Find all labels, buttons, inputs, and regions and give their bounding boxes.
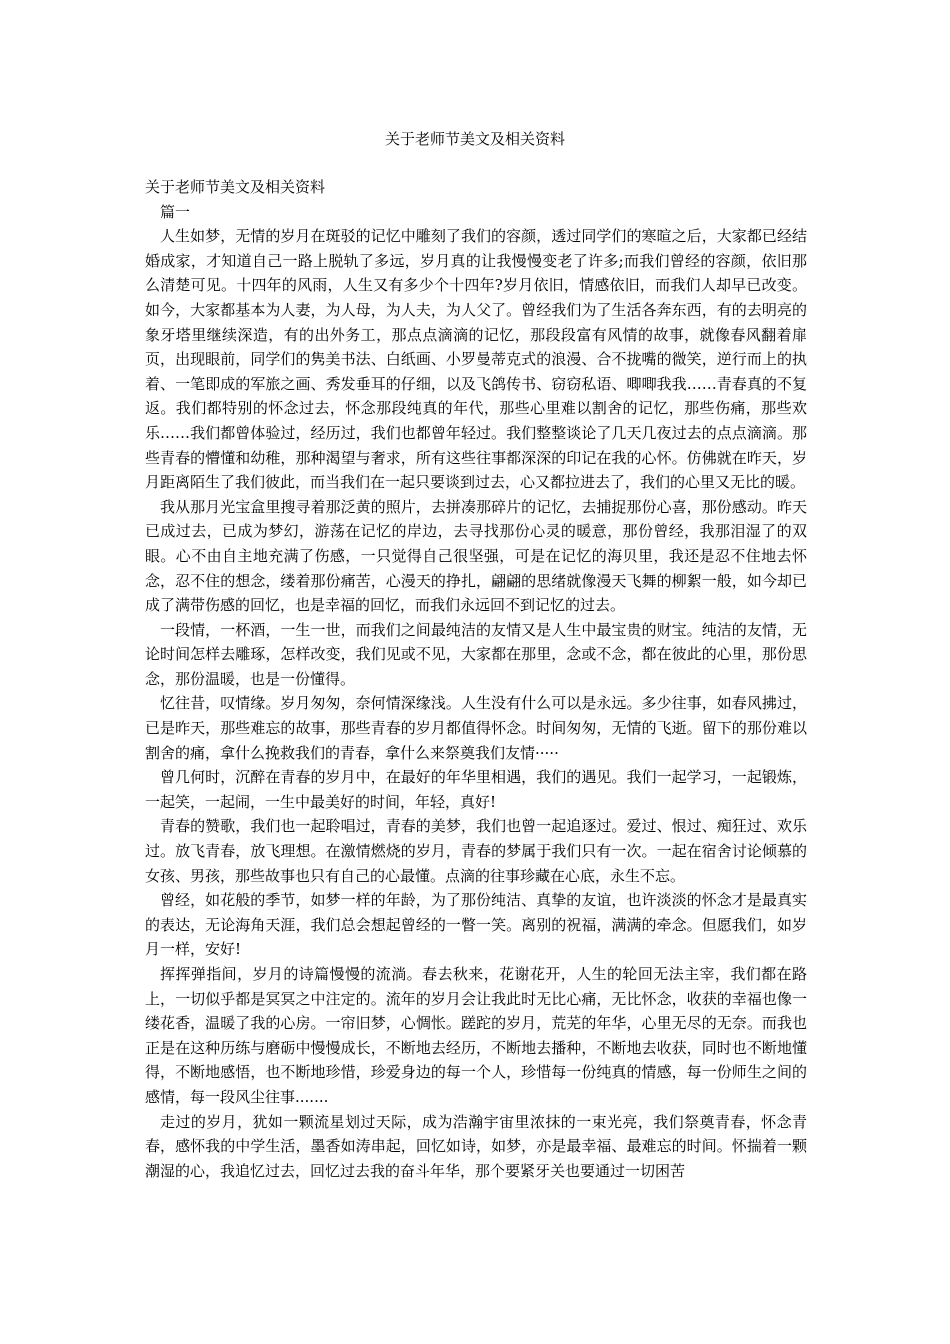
paragraph: 一段情，一杯酒，一生一世，而我们之间最纯洁的友情又是人生中最宝贵的财宝。纯洁的友情，无论时间怎样去雕琢，怎样改变，我们见或不见，大家都在那里，念或不念，都在彼此的心里，那份思念，那份温暖，也是一份懂得。 (145, 620, 807, 688)
document-title: 关于老师节美文及相关资料 (384, 130, 565, 148)
paragraph: 我从那月光宝盒里搜寻着那泛黄的照片，去拼凑那碎片的记忆，去捕捉那份心喜，那份感动。昨天已成过去，已成为梦幻，游荡在记忆的岸边，去寻找那份心灵的暖意，那份曾经，我那泪湿了的双眼。心不由自主地充满了伤感，一只觉得自己很坚强，可是在记忆的海贝里，我还是忍不住地去怀念，忍不住的想念，缕着那份痛苦，心漫天的挣扎，翩翩的思绪就像漫天飞舞的柳絮一般，如今却已成了满带伤感的回忆，也是幸福的回忆，而我们永远回不到记忆的过去。 (145, 497, 807, 615)
document-subtitle: 关于老师节美文及相关资料 (145, 178, 326, 196)
paragraph: 人生如梦，无情的岁月在斑驳的记忆中雕刻了我们的容颜，透过同学们的寒暄之后，大家都已经结婚成家，才知道自己一路上脱轨了多远，岁月真的让我慢慢变老了许多;而我们曾经的容颜，依旧那么清楚可见。十四年的风雨，人生又有多少个十四年?岁月依旧，情感依旧，而我们人却早已改变。如今，大家都基本为人妻，为人母，为人夫，为人父了。曾经我们为了生活各奔东西，有的去明亮的象牙塔里继续深造，有的出外务工，那点点滴滴的记忆，那段段富有风情的故事，就像春风翻着扉页，出现眼前，同学们的隽美书法、白纸画、小罗曼蒂克式的浪漫、合不拢嘴的微笑，逆行而上的执着、一笔即成的军旅之画、秀发垂耳的仔细，以及飞鸽传书、窃窃私语、唧唧我我……青春真的不复返。我们都特别的怀念过去，怀念那段纯真的年代，那些心里难以割舍的记忆，那些伤痛，那些欢乐……我们都曾体验过，经历过，我们也都曾年轻过。我们整整谈论了几天几夜过去的点点滴滴。那些青春的懵懂和幼稚，那种渴望与奢求，所有这些往事都深深的印记在我的心怀。仿佛就在昨天，岁月距离陌生了我们彼此，而当我们在一起只要谈到过去，心又都拉进去了，我们的心里又无比的暖。 (145, 227, 807, 492)
paragraph: 挥挥弹指间，岁月的诗篇慢慢的流淌。春去秋来，花谢花开，人生的轮回无法主宰，我们都在路上，一切似乎都是冥冥之中注定的。流年的岁月会让我此时无比心痛，无比怀念，收获的幸福也像一缕花香，温暖了我的心房。一帘旧梦，心惆怅。蹉跎的岁月，荒芜的年华，心里无尽的无奈。而我也正是在这种历练与磨砺中慢慢成长，不断地去经历，不断地去播种，不断地去收获，同时也不断地懂得，不断地感悟，也不断地珍惜，珍爱身边的每一个人，珍惜每一份纯真的情感，每一份师生之间的感情，每一段风尘往事....... (145, 965, 807, 1106)
paragraph: 曾经，如花般的季节，如梦一样的年龄，为了那份纯洁、真挚的友谊，也许淡淡的怀念才是最真实的表达，无论海角天涯，我们总会想起曾经的一瞥一笑。离别的祝福，满满的牵念。但愿我们，如岁月一样，安好! (145, 891, 807, 959)
section-label: 篇一 (160, 202, 191, 221)
paragraph: 忆往昔，叹情缘。岁月匆匆，奈何情深缘浅。人生没有什么可以是永远。多少往事，如春风拂过，已是昨天，那些难忘的故事，那些青春的岁月都值得怀念。时间匆匆，无情的飞逝。留下的那份难以割舍的痛，拿什么挽救我们的青春，拿什么来祭奠我们友情····· (145, 694, 807, 762)
document-body (145, 175, 807, 1183)
paragraph: 走过的岁月，犹如一颗流星划过天际，成为浩瀚宇宙里浓抹的一束光亮，我们祭奠青春，怀念青春，感怀我的中学生活，墨香如涛串起，回忆如诗，如梦，亦是最幸福、最难忘的时间。怀揣着一颗潮湿的心，我追忆过去，回忆过去我的奋斗年华，那个要紧牙关也要通过一切困苦 (145, 1112, 807, 1180)
paragraph: 曾几何时，沉醉在青春的岁月中，在最好的年华里相遇，我们的遇见。我们一起学习，一起锻炼，一起笑，一起闹，一生中最美好的时间，年轻，真好! (145, 768, 807, 811)
paragraph: 青春的赞歌，我们也一起聆唱过，青春的美梦，我们也曾一起追逐过。爱过、恨过、痴狂过、欢乐过。放飞青春，放飞理想。在激情燃烧的岁月，青春的梦属于我们只有一次。一起在宿舍讨论倾慕的女孩、男孩，那些故事也只有自己的心最懂。点滴的往事珍藏在心底，永生不忘。 (145, 817, 807, 885)
